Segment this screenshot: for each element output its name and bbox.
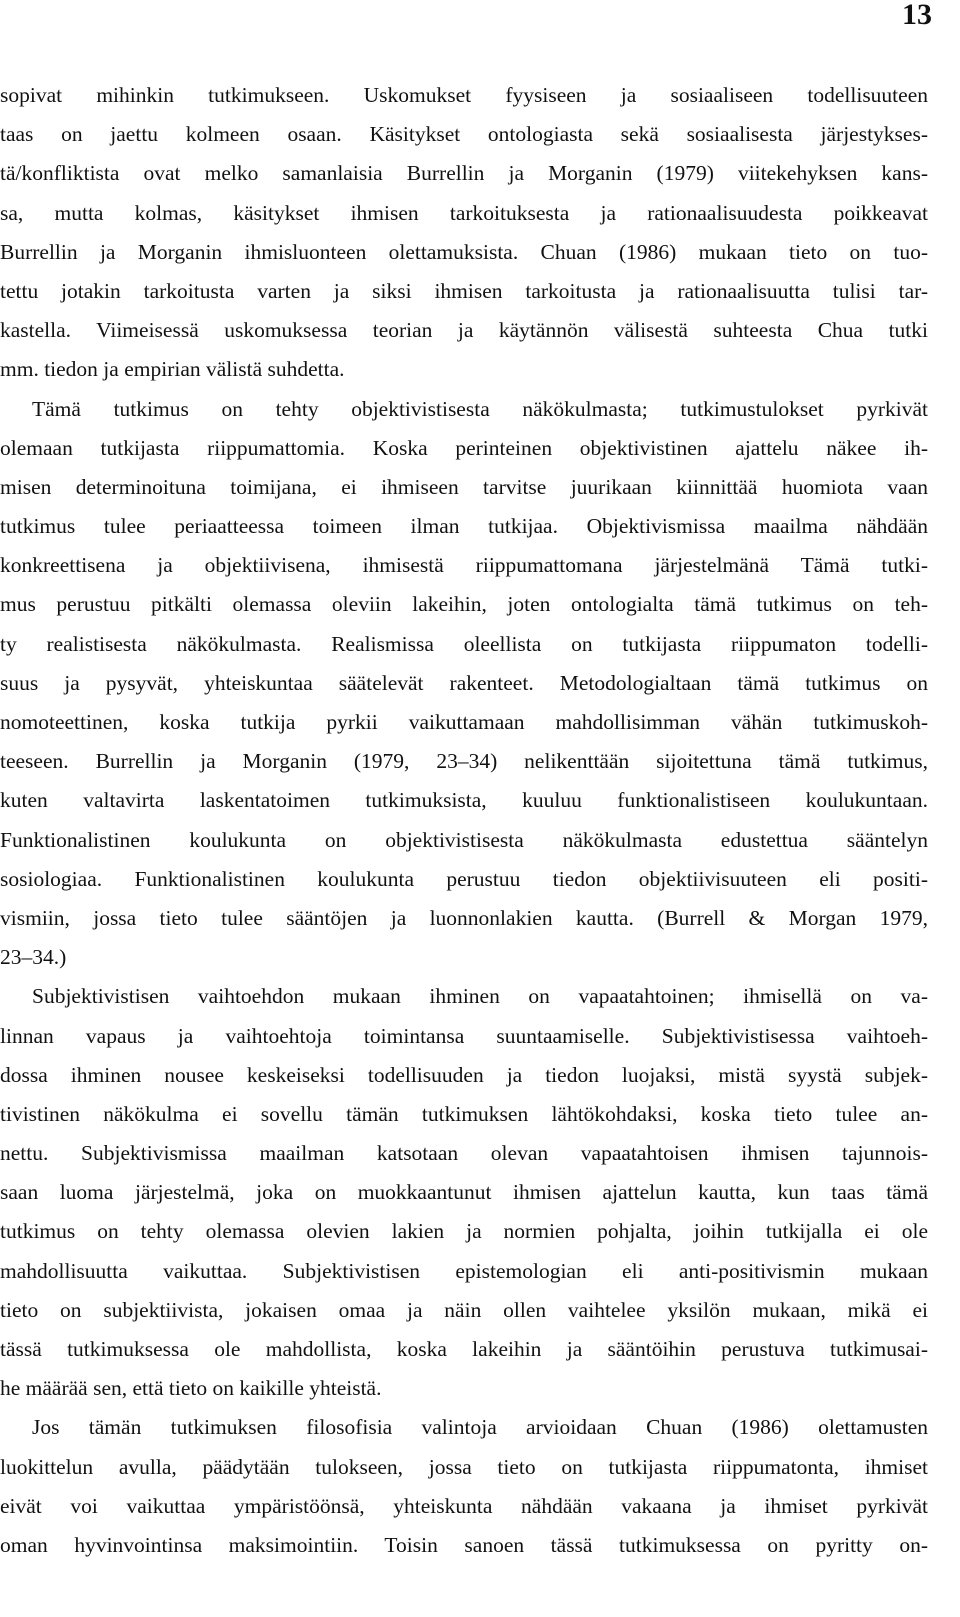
page-number: 13 (902, 0, 932, 31)
text-line: mm. tiedon ja empirian välistä suhdetta. (0, 357, 345, 382)
text-line: eivät voi vaikuttaa ympäristöönsä, yhteiskunta nähdään vakaana ja ihmiset pyrkivät (0, 1493, 928, 1518)
text-line: suus ja pysyvät, yhteiskuntaa säätelevät rakenteet. Metodologialtaan tämä tutkimus on (0, 670, 928, 695)
paragraph (0, 977, 928, 1408)
document-body (0, 76, 928, 1565)
text-line: Funktionalistinen koulukunta on objektivistisesta näkökulmasta edustettua sääntelyn (0, 827, 928, 852)
text-line: saan luoma järjestelmä, joka on muokkaantunut ihmisen ajattelun kautta, kun taas tämä (0, 1180, 928, 1205)
text-line: ty realistisesta näkökulmasta. Realismissa oleellista on tutkijasta riippumaton todelli- (0, 631, 928, 656)
text-line: sosiologiaa. Funktionalistinen koulukunta perustuu tiedon objektiivisuuteen eli positi- (0, 866, 928, 891)
text-line: 23–34.) (0, 945, 67, 970)
text-line: sopivat mihinkin tutkimukseen. Uskomukset fyysiseen ja sosiaaliseen todellisuuteen (0, 83, 928, 107)
text-line: mahdollisuutta vaikuttaa. Subjektivistisen epistemologian eli anti-positivismin mukaan (0, 1258, 928, 1283)
text-line: tivistinen näkökulma ei sovellu tämän tutkimuksen lähtökohdaksi, koska tieto tulee an- (0, 1101, 928, 1126)
text-line: Tämä tutkimus on tehty objektivistisesta näkökulmasta; tutkimustulokset pyrkivät (32, 396, 928, 421)
text-line: kastella. Viimeisessä uskomuksessa teorian ja käytännön välisestä suhteesta Chua tutki (0, 318, 928, 343)
text-line: nettu. Subjektivismissa maailman katsotaan olevan vapaatahtoisen ihmisen tajunnois- (0, 1141, 928, 1166)
paragraph (0, 76, 928, 390)
text-line: tieto on subjektiivista, jokaisen omaa ja näin ollen vaihtelee yksilön mukaan, mikä ei (0, 1297, 928, 1322)
text-line: he määrää sen, että tieto on kaikille yhteistä. (0, 1376, 382, 1401)
text-line: nomoteettinen, koska tutkija pyrkii vaikuttamaan mahdollisimman vähän tutkimuskoh- (0, 710, 928, 734)
text-line: taas on jaettu kolmeen osaan. Käsitykset ontologiasta sekä sosiaalisesta järjestykses- (0, 122, 928, 147)
text-line: tässä tutkimuksessa ole mahdollista, koska lakeihin ja sääntöihin perustuva tutkimusai- (0, 1337, 928, 1361)
text-line: linnan vapaus ja vaihtoehtoja toimintansa suuntaamiselle. Subjektivistisessa vaihtoeh- (0, 1023, 928, 1048)
text-line: dossa ihminen nousee keskeiseksi todellisuuden ja tiedon luojaksi, mistä syystä subjek- (0, 1062, 928, 1087)
text-line: luokittelun avulla, päädytään tulokseen, jossa tieto on tutkijasta riippumatonta, ihmiset (0, 1454, 928, 1479)
text-line: Burrellin ja Morganin ihmisluonteen olettamuksista. Chuan (1986) mukaan tieto on tuo- (0, 239, 928, 264)
text-line: konkreettisena ja objektiivisena, ihmisestä riippumattomana järjestelmänä Tämä tutki- (0, 553, 928, 578)
text-line: vismiin, jossa tieto tulee sääntöjen ja luonnonlakien kautta. (Burrell & Morgan 1979, (0, 905, 928, 930)
text-line: mus perustuu pitkälti olemassa oleviin lakeihin, joten ontologialta tämä tutkimus on teh- (0, 592, 928, 617)
paragraph (0, 1408, 928, 1565)
text-line: sa, mutta kolmas, käsitykset ihmisen tarkoituksesta ja rationaalisuudesta poikkeavat (0, 200, 928, 225)
text-line: tutkimus on tehty olemassa olevien lakien ja normien pohjalta, joihin tutkijalla ei ole (0, 1219, 928, 1244)
text-line: tutkimus tulee periaatteessa toimeen ilman tutkijaa. Objektivismissa maailma nähdään (0, 514, 928, 539)
text-line: kuten valtavirta laskentatoimen tutkimuksista, kuuluu funktionalistiseen koulukuntaan. (0, 788, 928, 813)
text-line: tettu jotakin tarkoitusta varten ja siksi ihmisen tarkoitusta ja rationaalisuutta tulisi tar- (0, 278, 928, 303)
text-line: tä/konfliktista ovat melko samanlaisia Burrellin ja Morganin (1979) viitekehyksen kans- (0, 161, 928, 186)
text-line: oman hyvinvointinsa maksimointiin. Toisin sanoen tässä tutkimuksessa on pyritty on- (0, 1532, 928, 1557)
paragraph (0, 390, 928, 978)
text-line: olemaan tutkijasta riippumattomia. Koska perinteinen objektivistinen ajattelu näkee ih- (0, 435, 928, 460)
text-line: teeseen. Burrellin ja Morganin (1979, 23–34) nelikenttään sijoitettuna tämä tutkimus, (0, 749, 928, 774)
text-line: Subjektivistisen vaihtoehdon mukaan ihminen on vapaatahtoinen; ihmisellä on va- (32, 984, 928, 1009)
text-line: misen determinoituna toimijana, ei ihmiseen tarvitse juurikaan kiinnittää huomiota vaan (0, 474, 928, 499)
text-line: Jos tämän tutkimuksen filosofisia valintoja arvioidaan Chuan (1986) olettamusten (32, 1415, 928, 1440)
